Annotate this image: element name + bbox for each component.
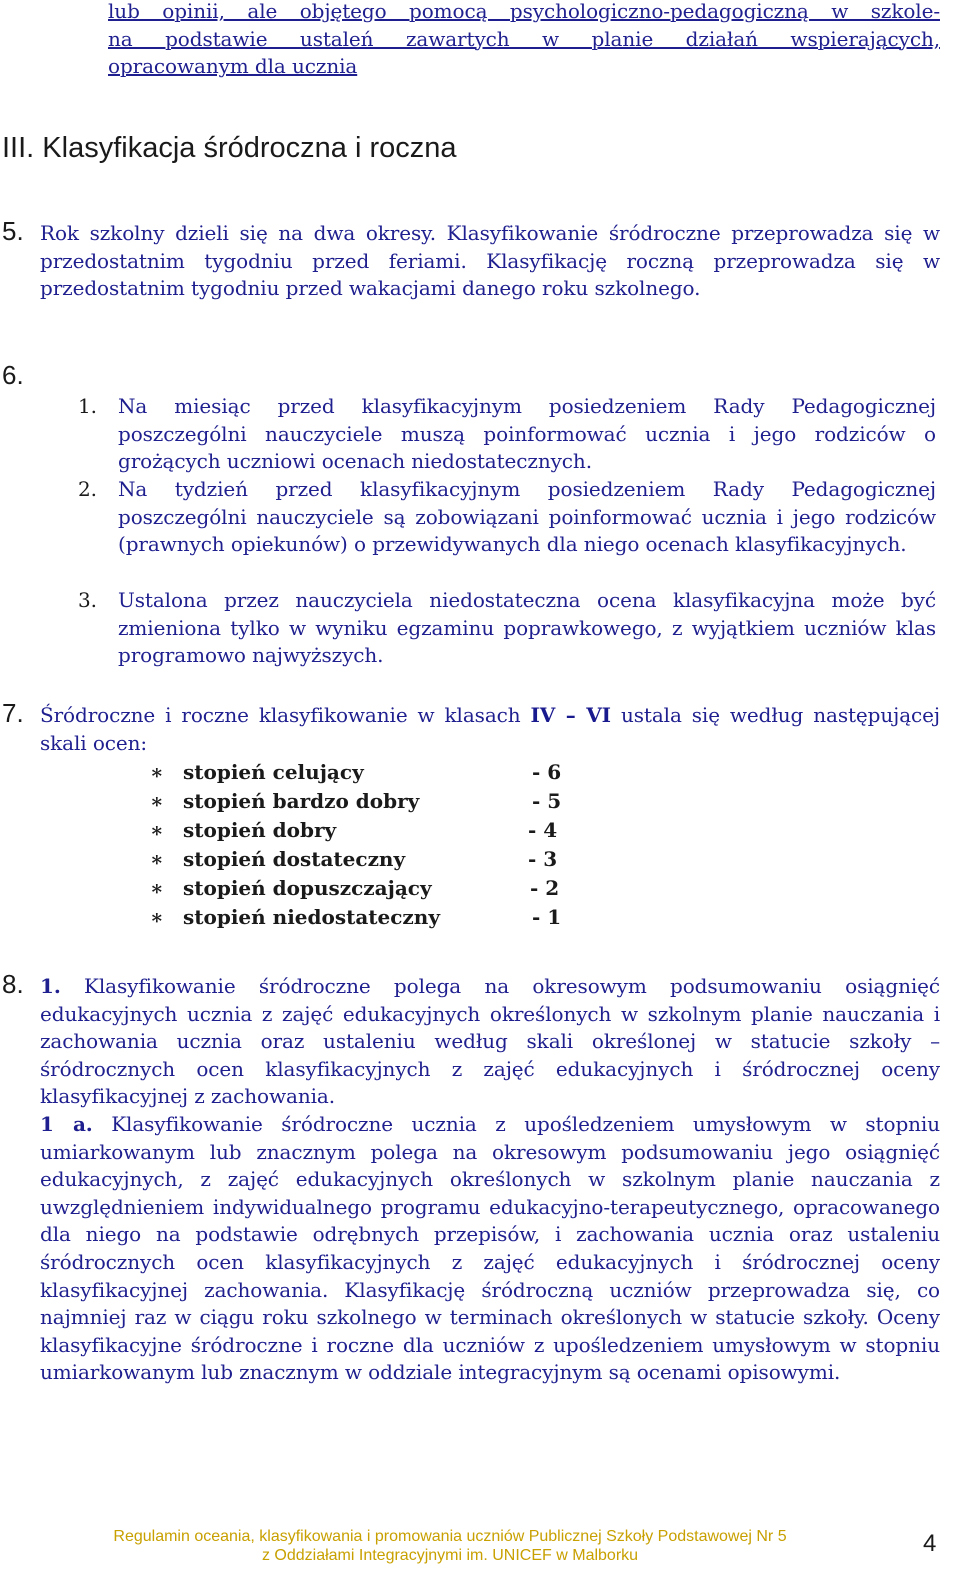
page-number: 4 (923, 1530, 937, 1557)
item-7-classes: IV – VI (530, 703, 611, 727)
continuation-line: na podstawie ustaleń zawartych w planie działań wspierających, (108, 26, 940, 51)
grade-value: - 1 (532, 905, 562, 929)
grade-name: stopień dostateczny (183, 847, 406, 871)
subitem-number: 2. (78, 477, 97, 501)
footer-line: z Oddziałami Integracyjnymi im. UNICEF w Malborku (261, 1547, 639, 1564)
paragraph-label: 1 a. (40, 1112, 93, 1136)
item-7-text-before: Śródroczne i roczne klasyfikowanie w klasach (40, 703, 521, 727)
grade-value: - 6 (532, 760, 562, 784)
grade-name: stopień bardzo dobry (183, 789, 420, 813)
grade-name: stopień dobry (183, 818, 337, 842)
bullet-star-icon: ∗ (150, 789, 164, 813)
subitem-text: Na miesiąc przed klasyfikacyjnym posiedzeniem Rady Pedagogicznej poszczególni nauczyciele muszą poinformować ucznia i jego rodziców o grożących uczniowi ocenach niedostatecznych. (118, 394, 936, 474)
grade-name: stopień niedostateczny (183, 905, 440, 929)
bullet-star-icon: ∗ (150, 876, 164, 900)
item-7-text-after: ustala się według następującej skali ocen: (40, 703, 940, 755)
continuation-line: opracowanym dla ucznia (108, 54, 358, 79)
bullet-star-icon: ∗ (150, 760, 164, 784)
item-5-text: Rok szkolny dzieli się na dwa okresy. Klasyfikowanie śródroczne przeprowadza się w przedostatnim tygodniu przed feriami. Klasyfikację roczną przeprowadza się w przedostatnim tygodniu przed wakacjami danego roku szkolnego. (40, 221, 940, 301)
paragraph-text: Klasyfikowanie śródroczne polega na okresowym podsumowaniu osiągnięć edukacyjnych ucznia z zajęć edukacyjnych określonych w szkolnym planie nauczania i zachowania ucznia oraz ustaleniu według skali określonej w statucie szkoły – śródrocznych ocen klasyfikacyjnych z zajęć edukacyjnych i śródrocznej oceny klasyfikacyjnej z zachowania. (40, 974, 940, 1109)
bullet-star-icon: ∗ (150, 847, 164, 871)
grade-name: stopień dopuszczający (183, 876, 432, 900)
section-heading: III. Klasyfikacja śródroczna i roczna (2, 132, 457, 164)
item-number: 8. (2, 969, 24, 999)
grade-value: - 5 (532, 789, 562, 813)
item-number: 6. (2, 360, 24, 390)
continuation-paragraph (108, 0, 940, 81)
page-footer (0, 1527, 900, 1565)
paragraph-label: 1. (40, 974, 61, 998)
footer-line: Regulamin oceania, klasyfikowania i promowania uczniów Publicznej Szkoły Podstawowej Nr 5 (113, 1528, 787, 1545)
grade-value: - 4 (528, 818, 558, 842)
bullet-star-icon: ∗ (150, 818, 164, 842)
item-8-paragraph-1 (40, 973, 940, 1111)
grade-value: - 3 (528, 847, 558, 871)
subitem-text: Na tydzień przed klasyfikacyjnym posiedzeniem Rady Pedagogicznej poszczególni nauczyciele są zobowiązani poinformować ucznia i jego rodziców (prawnych opiekunów) o przewidywanych dla niego ocenach klasyfikacyjnych. (118, 477, 936, 557)
item-7-text (40, 702, 940, 757)
subitem-number: 3. (78, 588, 97, 612)
item-number: 7. (2, 698, 24, 728)
grade-name: stopień celujący (183, 760, 364, 784)
subitem-number: 1. (78, 394, 97, 418)
bullet-star-icon: ∗ (150, 905, 164, 929)
subitem-text: Ustalona przez nauczyciela niedostateczna ocena klasyfikacyjna może być zmieniona tylko w wyniku egzaminu poprawkowego, z wyjątkiem uczniów klas programowo najwyższych. (118, 588, 936, 668)
continuation-line: lub opinii, ale objętego pomocą psychologiczno-pedagogiczną w szkole- (108, 0, 940, 23)
grade-value: - 2 (530, 876, 560, 900)
paragraph-text: Klasyfikowanie śródroczne ucznia z upośledzeniem umysłowym w stopniu umiarkowanym lub znacznym polega na okresowym podsumowaniu jego osiągnięć edukacyjnych, z zajęć edukacyjnych określonych w szkolnym planie nauczania z uwzględnieniem indywidualnego programu edukacyjno-terapeutycznego, opracowanego dla niego na podstawie odrębnych przepisów, i zachowania ucznia oraz ustaleniu śródrocznych ocen klasyfikacyjnych z zajęć edukacyjnych i śródrocznej oceny klasyfikacyjnej zachowania. Klasyfikację śródroczną uczniów przeprowadza się, co najmniej raz w ciągu roku szkolnego w terminach określonych w statucie szkoły. Oceny klasyfikacyjne śródroczne i roczne dla uczniów z upośledzeniem umysłowym w stopniu umiarkowanym lub znacznym w oddziale integracyjnym są ocenami opisowymi. (40, 1112, 940, 1385)
item-8-paragraph-1a (40, 1111, 940, 1387)
item-number: 5. (2, 216, 24, 246)
